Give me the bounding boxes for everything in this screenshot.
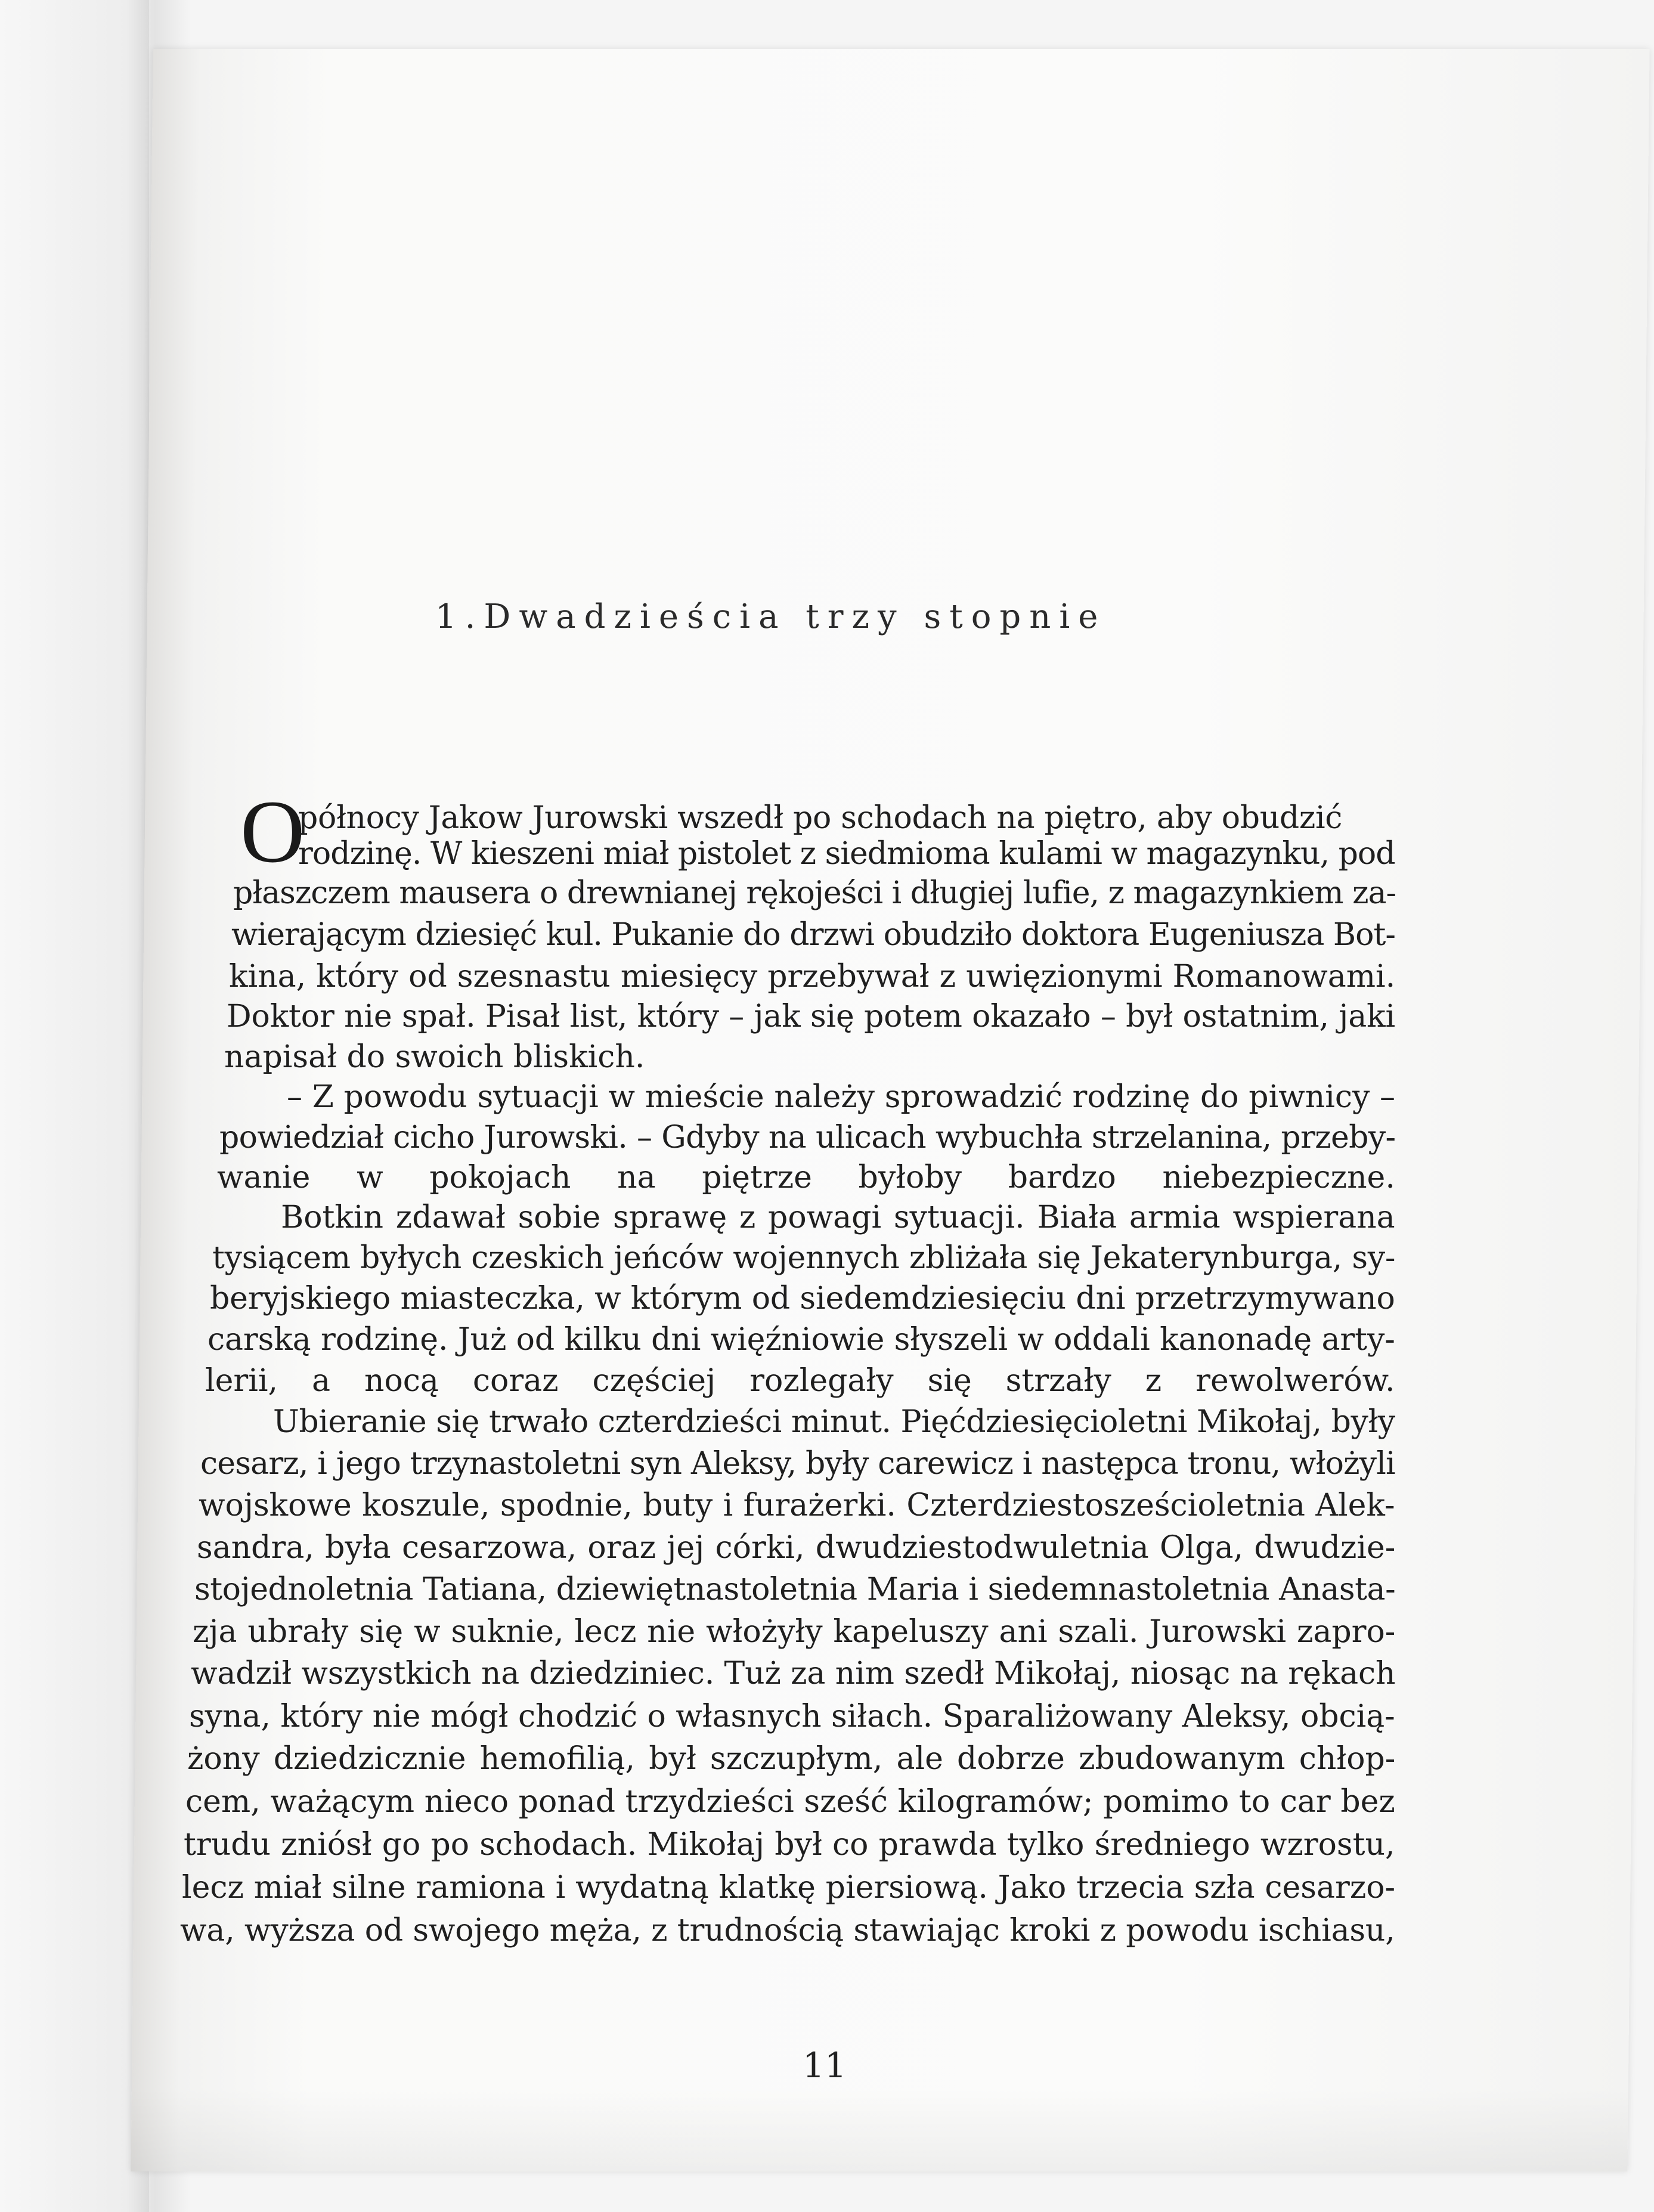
- text-line: Doktor nie spał. Pisał list, który – jak się potem okazało – był ostatnim, jaki: [227, 999, 1395, 1034]
- text-line: wanie w pokojach na piętrze byłoby bardzo niebezpieczne.: [217, 1160, 1395, 1195]
- left-page-edge: [0, 0, 149, 2212]
- page-shadow: [131, 2088, 1628, 2171]
- text-line: żony dziedzicznie hemofilią, był szczupłym, ale dobrze zbudowanym chłop-: [187, 1741, 1396, 1777]
- text-line: syna, który nie mógł chodzić o własnych siłach. Sparaliżowany Aleksy, obcią-: [189, 1699, 1395, 1734]
- text-line: wojskowe koszule, spodnie, buty i furażerki. Czterdziestosześcioletnia Alek-: [199, 1488, 1395, 1523]
- text-line: północy Jakow Jurowski wszedł po schodach na piętro, aby obudzić: [298, 800, 1343, 836]
- page-number: 11: [803, 2045, 847, 2086]
- text-line: płaszczem mausera o drewnianej rękojeści i długiej lufie, z magazynkiem za-: [233, 875, 1396, 911]
- text-line: zja ubrały się w suknie, lecz nie włożyły kapeluszy ani szali. Jurowski zapro-: [193, 1614, 1396, 1650]
- text-line: cem, ważącym nieco ponad trzydzieści sześć kilogramów; pomimo to car bez: [185, 1784, 1395, 1820]
- text-line: wierającym dziesięć kul. Pukanie do drzwi obudziło doktora Eugeniusza Bot-: [231, 917, 1396, 953]
- text-line: beryjskiego miasteczka, w którym od siedemdziesięciu dni przetrzymywano: [210, 1281, 1395, 1316]
- drop-cap: O: [240, 782, 305, 881]
- text-line: sandra, była cesarzowa, oraz jej córki, dwudziestodwuletnia Olga, dwudzie-: [197, 1530, 1396, 1566]
- text-line: lerii, a nocą coraz częściej rozlegały się strzały z rewolwerów.: [205, 1363, 1395, 1399]
- text-line: tysiącem byłych czeskich jeńców wojennych zbliżała się Jekaterynburga, sy-: [212, 1240, 1396, 1276]
- text-line: kina, który od szesnastu miesięcy przebywał z uwięzionymi Romanowami.: [229, 959, 1396, 995]
- text-line: wa, wyższa od swojego męża, z trudnością stawiając kroki z powodu ischiasu,: [180, 1913, 1395, 1948]
- text-line: rodzinę. W kieszeni miał pistolet z siedmioma kulami w magazynku, pod: [298, 836, 1395, 872]
- text-line: powiedział cicho Jurowski. – Gdyby na ulicach wybuchła strzelanina, przeby-: [219, 1120, 1396, 1155]
- text-line: cesarz, i jego trzynastoletni syn Aleksy, były carewicz i następca tronu, włożyli: [200, 1446, 1395, 1482]
- chapter-title: 1.Dwadzieścia trzy stopnie: [435, 597, 1107, 636]
- text-line: lecz miał silne ramiona i wydatną klatkę piersiową. Jako trzecia szła cesarzo-: [182, 1870, 1396, 1906]
- text-line: Botkin zdawał sobie sprawę z powagi sytuacji. Biała armia wspierana: [281, 1200, 1395, 1235]
- text-line: wadził wszystkich na dziedziniec. Tuż za nim szedł Mikołaj, niosąc na rękach: [191, 1656, 1396, 1691]
- text-line: carską rodzinę. Już od kilku dni więźniowie słyszeli w oddali kanonadę arty-: [207, 1322, 1395, 1358]
- text-line: – Z powodu sytuacji w mieście należy sprowadzić rodzinę do piwnicy –: [287, 1079, 1396, 1115]
- text-line: napisał do swoich bliskich.: [224, 1039, 645, 1075]
- text-line: stojednoletnia Tatiana, dziewiętnastoletnia Maria i siedemnastoletnia Anasta-: [194, 1572, 1396, 1607]
- text-line: Ubieranie się trwało czterdzieści minut. Pięćdziesięcioletni Mikołaj, były: [273, 1404, 1395, 1440]
- text-line: trudu zniósł go po schodach. Mikołaj był co prawda tylko średniego wzrostu,: [184, 1827, 1395, 1863]
